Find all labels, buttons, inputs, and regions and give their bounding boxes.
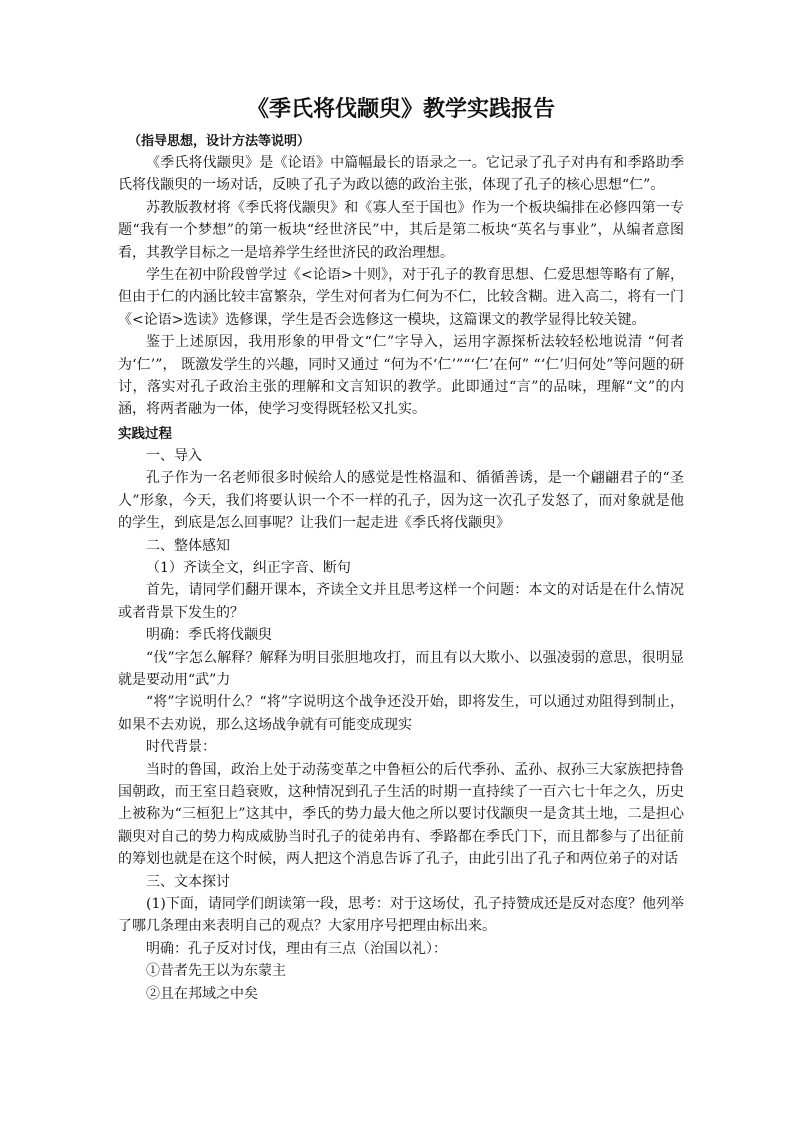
practice-paragraph: ②且在邦域之中矣 [146, 985, 258, 1002]
intro-paragraph: 苏教版教材将《季氏将伐颛臾》和《寡人至于国也》作为一个板块编排在必修四第一专题“我有一个梦想”的第一板块“经世济民”中，其后是第二板块“英名与事业”，从编者意图看，其教学目标之一是培养学生经世济民的政治理想。 [118, 199, 684, 261]
document-page [118, 95, 684, 1005]
practice-paragraph: 二、整体感知 [146, 537, 230, 554]
practice-paragraph: “伐”字怎么解释？解释为明目张胆地攻打，而且有以大欺小、以强凌弱的意思，很明显就是要动用“武”力 [118, 649, 684, 688]
practice-paragraph: （1）齐读全文，纠正字音、断句 [146, 559, 351, 576]
practice-paragraph: 明确：季氏将伐颛臾 [146, 627, 272, 644]
intro-section [118, 152, 684, 421]
practice-paragraph: 一、导入 [146, 447, 202, 464]
document-subtitle: （指导思想，设计方法等说明） [128, 134, 311, 149]
intro-paragraph: 学生在初中阶段曾学过《<论语>十则》，对于孔子的教育思想、仁爱思想等略有了解，但由于仁的内涵比较丰富繁杂，学生对何者为仁何为不仁，比较含糊。进入高二，将有一门《<论语>选读》选修课，学生是否会选修这一模块，这篇课文的教学显得比较关键。 [118, 267, 684, 328]
practice-paragraph: “将”字说明什么？“将”字说明这个战争还没开始，即将发生，可以通过劝阻得到制止，如果不去劝说，那么这场战争就有可能变成现实 [118, 694, 684, 733]
practice-heading: 实践过程 [118, 425, 172, 442]
practice-paragraph: 时代背景： [146, 739, 216, 756]
practice-paragraph: ①昔者先王以为东蒙主 [146, 963, 286, 980]
practice-paragraph: 首先，请同学们翻开课本，齐读全文并且思考这样一个问题：本文的对话是在什么情况或者背景下发生的？ [118, 582, 684, 621]
practice-paragraph: 三、文本探讨 [146, 873, 230, 890]
practice-section [118, 445, 684, 1005]
practice-paragraph: (1)下面，请同学们朗读第一段，思考：对于这场仗，孔子持赞成还是反对态度？他列举了哪几条理由来表明自己的观点？大家用序号把理由标出来。 [118, 896, 684, 935]
practice-paragraph: 孔子作为一名老师很多时候给人的感觉是性格温和、循循善诱，是一个翩翩君子的“圣人”形象，今天，我们将要认识一个不一样的孔子，因为这一次孔子发怒了，而对象就是他的学生，到底是怎么回事呢？让我们一起走进《季氏将伐颛臾》 [118, 470, 684, 532]
practice-paragraph: 明确：孔子反对讨伐，理由有三点（治国以礼）： [146, 940, 447, 957]
intro-paragraph: 鉴于上述原因，我用形象的甲骨文“仁”字导入，运用字源探析法较轻松地说清 “何者为‘仁’”， 既激发学生的兴趣，同时又通过 “何为不‘仁’”“‘仁’在何” “‘仁’归何处”等问题的研讨，落实对孔子政治主张的理解和文言知识的教学。此即通过“言”的品味，理解“文”的内涵，将两者融为一体，使学习变得既轻松又扎实。 [118, 334, 684, 418]
intro-paragraph: 《季氏将伐颛臾》是《论语》中篇幅最长的语录之一。它记录了孔子对冉有和季路助季氏将伐颛臾的一场对话，反映了孔子为政以德的政治主张，体现了孔子的核心思想“仁”。 [118, 155, 684, 194]
document-title: 《季氏将伐颛臾》教学实践报告 [246, 97, 555, 122]
practice-paragraph: 当时的鲁国，政治上处于动荡变革之中鲁桓公的后代季孙、孟孙、叔孙三大家族把持鲁国朝政，而王室日趋衰败，这种情况到孔子生活的时期一直持续了一百六七十年之久，历史上被称为“三桓犯上”这其中，季氏的势力最大他之所以要讨伐颛臾一是贪其土地，二是担心颛臾对自己的势力构成威胁当时孔子的徒弟冉有、季路都在季氏门下，而且都参与了出征前的筹划也就是在这个时候，两人把这个消息告诉了孔子，由此引出了孔子和两位弟子的对话 [118, 761, 684, 868]
